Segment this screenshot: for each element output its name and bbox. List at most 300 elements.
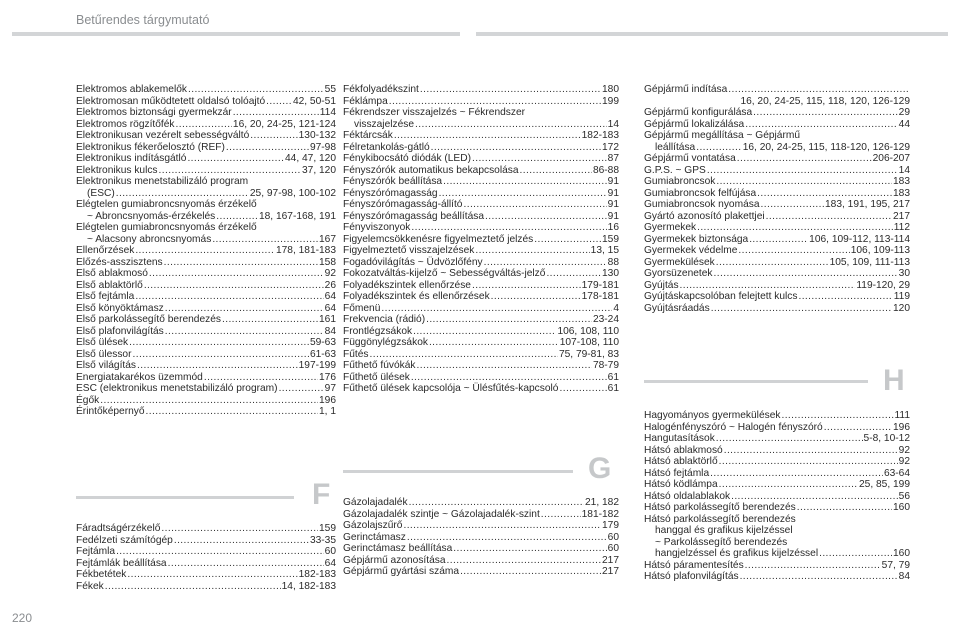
- index-entry-term: Frontlégzsákok: [343, 325, 413, 337]
- index-entry-line: ~ Parkolássegítő berendezés: [655, 536, 788, 548]
- index-entry-pages: 183, 191, 195, 217: [825, 199, 910, 210]
- index-entry-leader: [394, 130, 581, 142]
- index-entry-pages: 111: [894, 410, 910, 421]
- index-entry: [343, 520, 619, 532]
- index-entry-pages: 92: [324, 268, 336, 279]
- index-entry: [76, 395, 336, 407]
- index-entry-pages: 86-88: [592, 164, 619, 176]
- index-entry-pages: 14: [607, 118, 619, 130]
- index-entry-pages: 16, 20, 24-25, 115, 118-120, 126-129: [742, 141, 910, 153]
- index-entry-leader: [680, 280, 856, 292]
- index-entry: [76, 360, 336, 372]
- index-entry-leader: [453, 543, 606, 555]
- index-entry-term: leállítása: [655, 141, 696, 153]
- index-entry-leader: [266, 96, 292, 108]
- index-entry: [76, 546, 336, 558]
- index-entry: [343, 349, 619, 361]
- index-entry: [644, 445, 910, 457]
- index-entry: [76, 165, 336, 177]
- index-entry-leader: [369, 349, 557, 361]
- index-entry-pages: 180: [602, 84, 619, 95]
- index-entry-term: Hátsó ablakmosó: [644, 444, 723, 456]
- index-entry-leader: [716, 176, 892, 188]
- index-entry-term: Fénykibocsátó diódák (LED): [343, 153, 471, 164]
- index-entry-pages: 61: [607, 371, 619, 383]
- index-entry-term: Elektromos biztonsági gyermekzár: [76, 107, 232, 118]
- index-entry-pages: 159: [602, 233, 619, 245]
- index-entry: [76, 349, 336, 361]
- index-entry-line: hanggal és grafikus kijelzéssel: [655, 525, 793, 536]
- index-entry-pages: 91: [607, 176, 619, 187]
- index-entry-pages: 13, 15: [590, 245, 619, 256]
- index-entry-term: Függönylégzsákok: [343, 337, 428, 348]
- index-entry-leader: [546, 268, 601, 280]
- index-entry-line: Fékrendszer visszajelzés ~ Fékrendszer: [343, 107, 526, 118]
- index-entry-term: Első ablakmosó: [76, 268, 148, 279]
- index-entry-term: Hátsó fejtámla: [644, 467, 710, 479]
- index-entry-term: Fényszórók beállítása: [343, 176, 443, 187]
- index-entry-term: hangjelzéssel és grafikus kijelzéssel: [655, 548, 819, 559]
- index-entry: [644, 491, 910, 503]
- index-entry-leader: [731, 491, 898, 503]
- index-entry: [343, 543, 619, 555]
- index-entry: [343, 509, 619, 521]
- index-entry-pages: 114: [319, 107, 336, 118]
- index-entry: [343, 257, 619, 269]
- index-entry-leader: [431, 142, 601, 154]
- index-entry-leader: [520, 165, 592, 177]
- index-entry: [343, 383, 619, 395]
- index-entry-term: ~ Abroncsnyomás-érzékelés: [87, 210, 216, 222]
- index-entry-term: Fejtámlák beállítása: [76, 557, 167, 569]
- index-entry-pages: 25, 85, 199: [859, 479, 910, 490]
- index-entry: [343, 555, 619, 567]
- index-entry-term: Előzés-asszisztens: [76, 256, 163, 268]
- section-divider-h: [644, 380, 868, 383]
- index-entry-term: Gyártó azonosító plakettjei: [644, 210, 765, 222]
- index-entry-pages: 172: [602, 141, 619, 153]
- index-entry: [343, 532, 619, 544]
- index-entry: [76, 142, 336, 154]
- index-entry-term: Gerinctámasz: [343, 531, 406, 543]
- index-entry-pages: 92: [898, 456, 910, 467]
- index-entry-line: Elektronikus menetstabilizáló program: [76, 176, 249, 187]
- index-entry: [343, 142, 619, 154]
- index-entry-pages: 64: [324, 291, 336, 302]
- index-entry-pages: 159: [319, 523, 336, 534]
- index-column-3-h: [644, 410, 910, 583]
- index-entry-term: Fényszórók automatikus bekapcsolása: [343, 164, 519, 176]
- index-entry-term: Fényszórómagasság beállítása: [343, 210, 485, 222]
- index-entry-leader: [797, 502, 892, 514]
- index-entry-term: Elektromos rögzítőfék: [76, 118, 175, 130]
- index-entry-pages: 60: [607, 531, 619, 543]
- index-entry: [76, 280, 336, 292]
- index-entry: [644, 502, 910, 514]
- index-entry: [644, 245, 910, 257]
- index-entry-leader: [707, 165, 898, 177]
- index-entry-pages: 57, 79: [881, 559, 910, 571]
- index-entry-pages: 64: [324, 557, 336, 569]
- index-entry: [644, 548, 910, 560]
- index-entry-pages: 75, 79-81, 83: [558, 348, 619, 360]
- index-entry-term: Halogénfényszóró ~ Halogén fényszóró: [644, 421, 823, 433]
- index-entry: [343, 119, 619, 131]
- index-entry: [343, 176, 619, 188]
- index-entry-line: Elégtelen gumiabroncsnyomás érzékelő: [76, 222, 257, 233]
- index-entry-pages: 61-63: [309, 348, 336, 360]
- index-entry-leader: [411, 222, 606, 234]
- index-entry-term: Gázolajadalék: [343, 497, 408, 508]
- index-entry: [644, 234, 910, 246]
- index-entry-term: Hangutasítások: [644, 433, 715, 444]
- index-entry-pages: 120: [893, 302, 910, 314]
- index-entry: [343, 566, 619, 578]
- index-entry-leader: [711, 303, 892, 315]
- index-entry-leader: [105, 581, 281, 593]
- section-divider-f: [76, 496, 294, 499]
- index-entry: [76, 96, 336, 108]
- index-entry-pages: 106, 108, 110: [557, 325, 619, 337]
- index-entry-leader: [738, 245, 849, 257]
- page-number: 220: [12, 611, 33, 625]
- index-entry: [644, 199, 910, 211]
- index-entry: [76, 314, 336, 326]
- index-entry-term: Fényszórómagasság: [343, 187, 438, 199]
- index-entry-term: Első ülessor: [76, 348, 132, 360]
- index-entry: [76, 569, 336, 581]
- index-entry-term: Folyadékszintek ellenőrzése: [343, 279, 471, 291]
- index-entry-leader: [164, 257, 318, 269]
- index-entry-term: visszajelzése: [354, 118, 415, 130]
- index-entry: [644, 410, 910, 422]
- index-entry-term: G.P.S. ~ GPS: [644, 164, 706, 176]
- index-column-1: [76, 84, 336, 418]
- index-entry-leader: [716, 433, 863, 445]
- index-entry-term: Gyújtáskapcsolóban felejtett kulcs: [644, 291, 798, 302]
- index-entry-term: Gépjármű gyártási száma: [343, 566, 460, 577]
- index-entry-term: Elektromosan működtetett oldalsó tolóajtó: [76, 95, 266, 107]
- index-entry-term: Égők: [76, 394, 100, 406]
- index-entry-term: Féklámpa: [343, 95, 388, 107]
- index-entry-term: Gyermekek: [644, 222, 697, 233]
- index-entry-pages: 60: [607, 543, 619, 554]
- index-entry: [343, 165, 619, 177]
- index-entry-pages: 119: [893, 291, 910, 302]
- index-entry: [644, 107, 910, 119]
- index-entry-term: Gyorsüzenetek: [644, 268, 713, 279]
- index-entry-leader: [757, 188, 892, 200]
- index-entry-pages: 14: [898, 164, 910, 176]
- index-entry: [76, 107, 336, 119]
- index-entry-pages: 63-64: [883, 467, 910, 479]
- index-column-2: [343, 84, 619, 395]
- index-entry-pages: 33-35: [309, 534, 336, 546]
- index-entry-term: Elektronikus fékerőelosztó (REF): [76, 141, 225, 153]
- index-entry: [76, 372, 336, 384]
- index-entry-pages: 182-183: [581, 130, 619, 141]
- index-entry-term: Energiatakarékos üzemmód: [76, 371, 203, 383]
- index-entry-leader: [443, 176, 607, 188]
- index-entry-leader: [417, 360, 592, 372]
- index-entry-term: Gépjármű konfigurálása: [644, 107, 753, 118]
- index-entry-pages: 217: [602, 566, 619, 577]
- index-entry-term: Félretankolás-gátló: [343, 141, 430, 153]
- index-entry: [343, 211, 619, 223]
- index-entry: [76, 406, 336, 418]
- index-entry: [644, 84, 910, 96]
- index-entry-term: ~ Alacsony abroncsnyomás: [87, 233, 212, 245]
- index-entry-pages: 217: [893, 210, 910, 222]
- index-entry-leader: [176, 119, 232, 131]
- index-entry-pages: 84: [324, 325, 336, 337]
- index-entry-pages: 112: [893, 222, 910, 233]
- index-entry-term: Hátsó plafonvilágítás: [644, 571, 739, 582]
- index-entry-term: Gépjármű azonosítása: [343, 554, 446, 566]
- index-entry-pages: 197-199: [298, 360, 336, 371]
- index-entry-term: Fedélzeti számítógép: [76, 534, 173, 546]
- index-entry: [343, 314, 619, 326]
- index-entry-leader: [204, 372, 318, 384]
- index-entry-pages: 176: [319, 371, 336, 383]
- index-entry-pages: 217: [602, 554, 619, 566]
- index-entry-pages: 56: [898, 490, 910, 502]
- index-entry-pages: 5-8, 10-12: [863, 433, 910, 444]
- index-entry: [644, 176, 910, 188]
- index-entry: [343, 291, 619, 303]
- index-entry-pages: 91: [607, 187, 619, 199]
- index-entry-pages: 158: [319, 256, 336, 268]
- index-entry-leader: [463, 199, 606, 211]
- index-entry-pages: 55: [324, 84, 336, 95]
- index-entry-pages: 61: [607, 383, 619, 394]
- index-entry-pages: 97: [324, 383, 336, 394]
- index-entry-leader: [411, 372, 607, 384]
- index-entry-pages: 29: [898, 107, 910, 118]
- index-entry-term: Hátsó ködlámpa: [644, 479, 718, 490]
- index-entry-pages: 64: [324, 302, 336, 314]
- index-entry: [76, 523, 336, 535]
- index-entry-term: Gyermekek védelme: [644, 245, 738, 256]
- index-entry: [343, 372, 619, 384]
- index-entry-leader: [233, 107, 319, 119]
- index-entry-term: Érintőképernyő: [76, 406, 145, 417]
- index-entry: [343, 188, 619, 200]
- index-entry-leader: [491, 291, 581, 303]
- index-entry-leader: [485, 211, 607, 223]
- index-entry-leader: [714, 268, 898, 280]
- index-entry-line: Elégtelen gumiabroncsnyomás érzékelő: [76, 199, 257, 210]
- index-entry-term: Fékek: [76, 580, 104, 592]
- index-entry-term: Fokozatváltás-kijelző ~ Sebességváltás-jelző: [343, 268, 546, 279]
- index-entry-leader: [216, 211, 258, 223]
- index-entry-leader: [381, 303, 612, 315]
- index-entry: [343, 337, 619, 349]
- index-entry-term: ESC (elektronikus menetstabilizáló program): [76, 383, 278, 394]
- index-entry-leader: [781, 410, 893, 422]
- index-entry-term: Elektronikus kulcs: [76, 164, 158, 176]
- page-header-title: Betűrendes tárgymutató: [76, 13, 210, 27]
- index-entry-leader: [279, 383, 324, 395]
- index-entry-leader: [719, 456, 898, 468]
- index-entry: [76, 119, 336, 131]
- index-entry-pages: 44: [898, 118, 910, 130]
- index-entry-pages: 107-108, 110: [559, 337, 619, 348]
- index-entry-line: Hátsó parkolássegítő berendezés: [644, 513, 796, 525]
- index-entry: [76, 326, 336, 338]
- index-entry: [76, 257, 336, 269]
- index-entry: [343, 234, 619, 246]
- index-entry-pages: 105, 109, 111-113: [829, 256, 910, 268]
- index-entry: [76, 337, 336, 349]
- index-entry-leader: [188, 84, 324, 96]
- index-entry-leader: [133, 349, 309, 361]
- index-entry-leader: [116, 546, 324, 558]
- index-entry-leader: [819, 548, 892, 560]
- index-entry-term: Gépjármű vontatása: [644, 153, 736, 164]
- index-entry-leader: [798, 291, 892, 303]
- index-entry-term: Gyújtásráadás: [644, 302, 710, 314]
- index-entry-leader: [439, 188, 607, 200]
- index-entry-pages: 160: [893, 548, 910, 559]
- index-entry: [343, 130, 619, 142]
- index-entry-leader: [149, 268, 324, 280]
- index-entry-term: Ellenőrzések: [76, 245, 135, 256]
- index-entry-term: Elektronikusan vezérelt sebességváltó: [76, 130, 250, 141]
- index-entry-pages: 130: [602, 268, 619, 279]
- index-entry-leader: [212, 234, 318, 246]
- index-entry-pages: 182-183: [298, 569, 336, 580]
- index-entry: [644, 422, 910, 434]
- index-entry-leader: [710, 468, 883, 480]
- index-entry-term: Elektromos ablakemelők: [76, 84, 187, 95]
- index-entry-pages: 199: [602, 95, 619, 107]
- header-bar-left: [12, 32, 460, 36]
- index-entry-pages: 196: [319, 394, 336, 406]
- index-entry-term: Fűthető ülések kapcsolója ~ Ülésfűtés-kapcsoló: [343, 383, 559, 394]
- index-entry-pages: 206-207: [872, 153, 910, 164]
- section-divider-g: [343, 470, 573, 473]
- index-entry-leader: [559, 383, 606, 395]
- index-entry-pages: 91: [607, 210, 619, 222]
- index-entry-pages: 178-181: [581, 291, 619, 302]
- index-entry-leader: [745, 119, 897, 131]
- index-entry: [76, 153, 336, 165]
- index-entry-leader: [165, 303, 324, 315]
- index-entry: [76, 581, 336, 593]
- index-entry-pages: 14, 182-183: [281, 580, 336, 592]
- index-entry-leader: [137, 360, 298, 372]
- index-entry-term: Fényszórómagasság-állító: [343, 199, 463, 210]
- index-entry: [644, 479, 910, 491]
- index-entry-leader: [724, 445, 898, 457]
- index-entry: [76, 383, 336, 395]
- index-entry-term: Elektronikus indításgátló: [76, 153, 187, 164]
- index-entry-leader: [161, 523, 318, 535]
- index-entry: [644, 119, 910, 131]
- index-entry: [343, 96, 619, 108]
- index-column-2-g: [343, 497, 619, 578]
- index-entry-leader: [753, 107, 897, 119]
- index-entry-leader: [413, 326, 556, 338]
- index-entry-pages: 26: [324, 279, 336, 291]
- index-entry-leader: [484, 257, 607, 269]
- index-entry-term: Figyelemcsökkenésre figyelmeztető jelzés: [343, 233, 534, 245]
- index-entry: [644, 560, 910, 572]
- index-entry-pages: 16, 20, 24-25, 115, 118, 120, 126-129: [740, 95, 910, 107]
- index-entry: [343, 222, 619, 234]
- index-entry-term: Gyermekülések: [644, 256, 715, 268]
- index-entry-term: Gumiabroncsok: [644, 176, 716, 187]
- index-entry-leader: [740, 571, 898, 583]
- index-entry-leader: [168, 558, 324, 570]
- index-entry: [76, 188, 336, 200]
- index-entry-leader: [420, 84, 601, 96]
- index-entry-leader: [135, 291, 323, 303]
- index-entry: [76, 84, 336, 96]
- index-entry: [76, 303, 336, 315]
- index-entry-leader: [761, 199, 825, 211]
- index-entry: [644, 153, 910, 165]
- index-entry: [76, 245, 336, 257]
- index-entry-pages: 16, 20, 24-25, 121-124: [232, 118, 336, 130]
- index-entry-pages: 87: [607, 153, 619, 164]
- index-entry-leader: [429, 337, 559, 349]
- index-entry-leader: [165, 326, 324, 338]
- index-entry-leader: [409, 497, 584, 509]
- index-entry-term: Hátsó oldalablakok: [644, 490, 731, 502]
- index-entry: [343, 326, 619, 338]
- index-entry-line: Gépjármű megállítása ~ Gépjármű: [644, 130, 800, 141]
- section-letter-g: G: [588, 452, 612, 485]
- index-entry-leader: [407, 532, 607, 544]
- index-entry-pages: 167: [319, 233, 336, 245]
- index-entry-term: Gyújtás: [644, 279, 679, 291]
- index-entry-leader: [728, 84, 909, 96]
- index-entry-term: Első világítás: [76, 360, 137, 371]
- index-entry-leader: [127, 569, 297, 581]
- index-entry-term: Fáradtságérzékelő: [76, 523, 161, 534]
- index-entry-term: Első könyöktámasz: [76, 302, 164, 314]
- index-entry-term: Első ülések: [76, 337, 129, 348]
- header-bar-right: [476, 32, 948, 36]
- index-entry-leader: [696, 142, 742, 154]
- index-entry: [76, 291, 336, 303]
- index-entry-term: Gerinctámasz beállítása: [343, 543, 453, 554]
- index-entry: [76, 130, 336, 142]
- index-entry-leader: [159, 165, 301, 177]
- index-entry-leader: [100, 395, 318, 407]
- index-entry-pages: 106, 109-113: [850, 245, 910, 256]
- index-entry-term: Fékbetétek: [76, 569, 127, 580]
- index-column-1-f: [76, 523, 336, 592]
- index-entry: [644, 468, 910, 480]
- index-entry-term: Gázolajszűrő: [343, 520, 403, 531]
- index-entry-term: Gumiabroncsok felfújása: [644, 187, 757, 199]
- index-entry-term: Hagyományos gyermekülések: [644, 410, 781, 421]
- index-entry: [343, 153, 619, 165]
- index-entry-leader: [389, 96, 601, 108]
- index-entry-pages: 23-24: [592, 314, 619, 325]
- index-entry: [644, 165, 910, 177]
- index-entry-term: Figyelmeztető visszajelzések: [343, 245, 475, 256]
- index-entry-leader: [174, 535, 309, 547]
- index-entry-pages: 130-132: [298, 130, 336, 141]
- index-entry-pages: 92: [898, 444, 910, 456]
- index-column-3: [644, 84, 910, 314]
- index-entry-leader: [475, 245, 589, 257]
- index-entry-term: Fűtés: [343, 348, 369, 360]
